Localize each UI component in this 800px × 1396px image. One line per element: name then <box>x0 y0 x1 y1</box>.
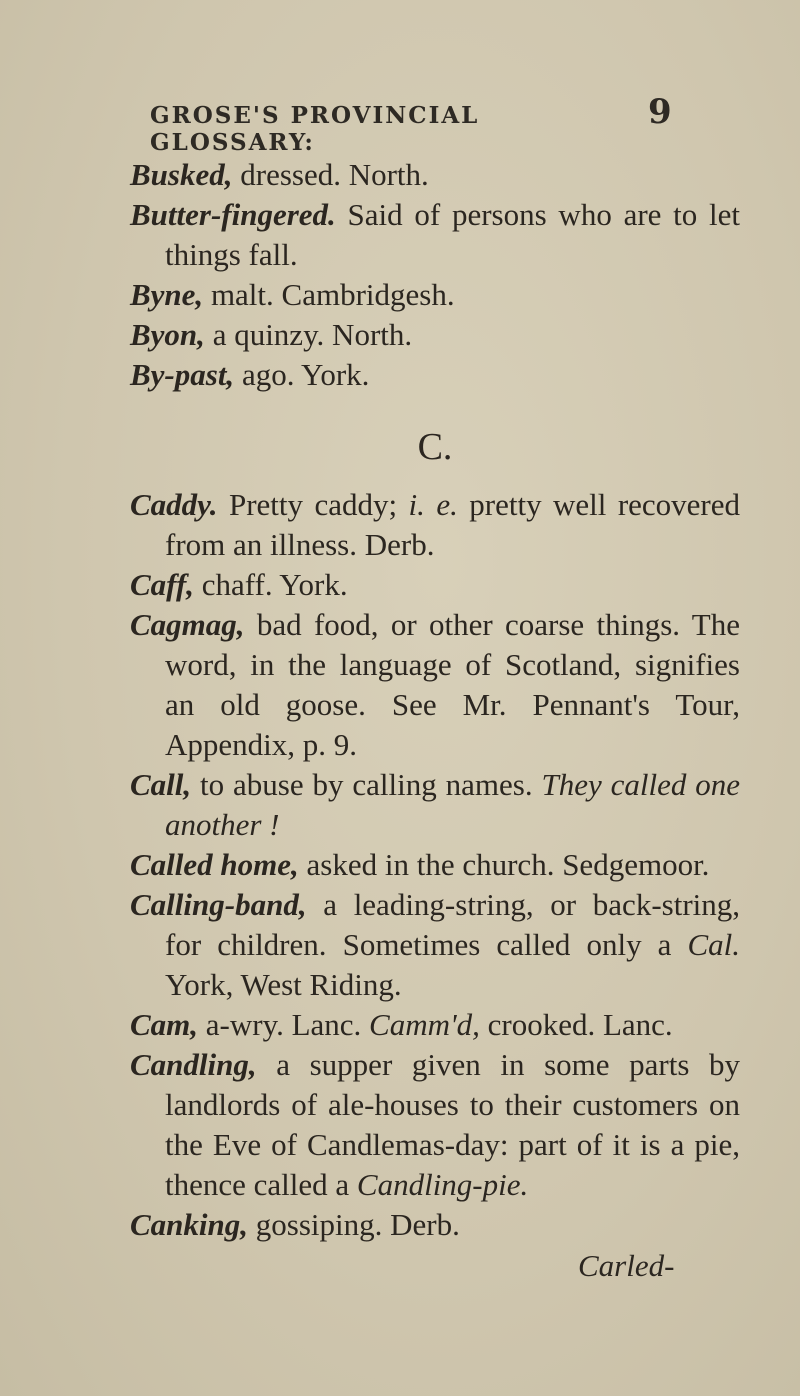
glossary-entries <box>130 155 740 1245</box>
glossary-entry <box>130 765 740 845</box>
headword: Busked, <box>130 157 233 192</box>
headword: Called home, <box>130 847 299 882</box>
glossary-entry <box>130 485 740 565</box>
definition-continued: pretty well recovered from an illness. Derb. <box>165 487 740 562</box>
glossary-entry <box>130 155 740 195</box>
headword: Cam, <box>130 1007 199 1042</box>
definition: asked in the church. Sedgemoor. <box>298 847 710 882</box>
glossary-entry <box>130 315 740 355</box>
definition-continued: York, West Riding. <box>165 967 402 1002</box>
headword: Cagmag, <box>130 607 245 642</box>
headword: Byon, <box>130 317 205 352</box>
headword: Butter-fingered. <box>130 197 336 232</box>
definition-italic: Candling-pie. <box>356 1167 529 1202</box>
catchword: Carled- <box>578 1248 675 1283</box>
headword: Call, <box>130 767 192 802</box>
headword: Caddy. <box>130 487 218 522</box>
glossary-entry <box>130 275 740 315</box>
definition: a-wry. Lanc. <box>198 1007 370 1042</box>
definition: bad food, or other coarse things. The word, in the language of Scotland, signifies an old goose. See Mr. Pennant's Tour, Appendix, p. 9. <box>165 607 740 762</box>
definition: gossiping. Derb. <box>248 1207 460 1242</box>
running-title: GROSE'S PROVINCIAL GLOSSARY: <box>150 102 480 156</box>
definition: a supper given in some parts by landlords of ale-houses to their customers on the Eve of Candlemas-day: part of it is a pie, thence called a <box>165 1047 740 1202</box>
definition: dressed. North. <box>232 157 429 192</box>
definition: chaff. York. <box>194 567 348 602</box>
section-letter: C. <box>417 426 453 468</box>
definition: Pretty caddy; <box>217 487 409 522</box>
glossary-entry <box>130 605 740 765</box>
headword: Candling, <box>130 1047 257 1082</box>
glossary-entry <box>130 565 740 605</box>
headword: By-past, <box>130 357 235 392</box>
definition: a quinzy. North. <box>204 317 413 352</box>
definition: ago. York. <box>234 357 370 392</box>
headword: Canking, <box>130 1207 249 1242</box>
headword: Caff, <box>130 567 195 602</box>
glossary-entry <box>130 1205 740 1245</box>
definition: to abuse by calling names. <box>191 767 542 802</box>
definition-italic: i. e. <box>408 487 458 522</box>
headword: Byne, <box>130 277 204 312</box>
glossary-entry <box>130 845 740 885</box>
glossary-entry <box>130 885 740 1005</box>
glossary-entry <box>130 1005 740 1045</box>
definition-italic: Cal. <box>687 927 740 962</box>
glossary-entry <box>130 355 740 395</box>
page-number: 9 <box>648 92 672 132</box>
definition-continued: crooked. Lanc. <box>479 1007 673 1042</box>
definition-italic: Camm'd, <box>369 1007 480 1042</box>
glossary-entry <box>130 195 740 275</box>
headword: Calling-band, <box>130 887 307 922</box>
definition: Said of persons who are to let things fall. <box>165 197 740 272</box>
definition: malt. Cambridgesh. <box>203 277 455 312</box>
glossary-entry <box>130 1045 740 1205</box>
definition-italic: They called one another ! <box>165 767 741 842</box>
definition: a leading-string, or back-string, for children. Sometimes called only a <box>165 887 740 962</box>
